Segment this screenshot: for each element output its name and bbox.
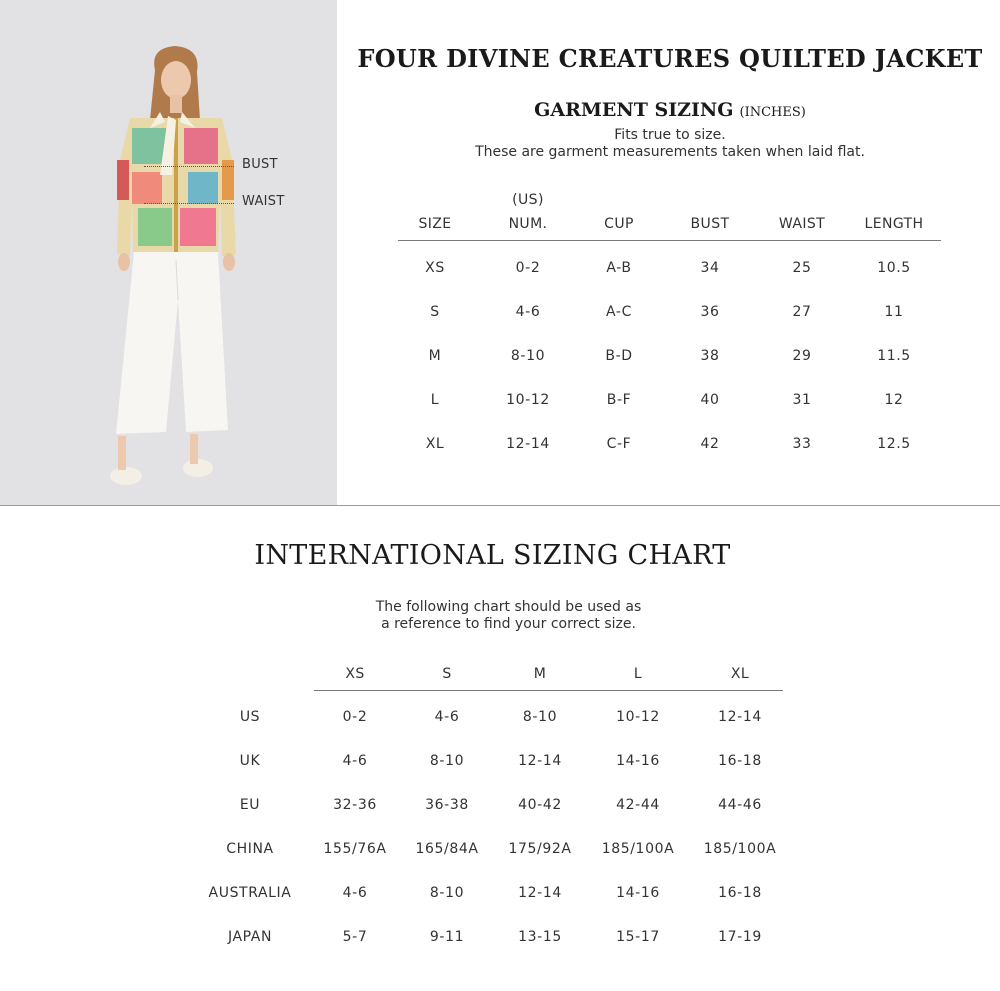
garment-header-rule bbox=[398, 240, 941, 241]
intl-cell: 9-11 bbox=[429, 929, 465, 945]
intl-region-label: EU bbox=[239, 797, 261, 813]
garment-cell: M bbox=[428, 348, 442, 364]
intl-note-line-1: The following chart should be used as bbox=[375, 599, 642, 615]
intl-cell: 8-10 bbox=[429, 753, 465, 769]
intl-cell: 13-15 bbox=[518, 929, 562, 945]
garment-cell: 0-2 bbox=[515, 260, 541, 276]
garment-sizing-title: GARMENT SIZING bbox=[534, 99, 734, 121]
garment-cell: XS bbox=[425, 260, 445, 276]
intl-cell: 12-14 bbox=[518, 753, 562, 769]
intl-cell: 5-7 bbox=[342, 929, 368, 945]
garment-cell: XL bbox=[425, 436, 445, 452]
waist-measure-line bbox=[144, 203, 234, 204]
garment-cell: A-C bbox=[606, 304, 632, 320]
header-waist: WAIST bbox=[778, 216, 826, 232]
garment-cell: B-F bbox=[606, 392, 632, 408]
garment-cell: 29 bbox=[792, 348, 812, 364]
intl-header-s: S bbox=[442, 666, 452, 682]
product-title: FOUR DIVINE CREATURES QUILTED JACKET bbox=[357, 44, 983, 73]
garment-cell: 33 bbox=[792, 436, 812, 452]
garment-cell: C-F bbox=[606, 436, 632, 452]
intl-header-rule bbox=[314, 690, 783, 691]
garment-cell: 12.5 bbox=[877, 436, 911, 452]
intl-cell: 14-16 bbox=[616, 885, 660, 901]
intl-region-label: AUSTRALIA bbox=[208, 885, 292, 901]
fit-note: Fits true to size. bbox=[614, 127, 726, 143]
garment-cell: 11 bbox=[884, 304, 904, 320]
garment-cell: B-D bbox=[605, 348, 633, 364]
garment-cell: 42 bbox=[700, 436, 720, 452]
garment-cell: S bbox=[430, 304, 440, 320]
garment-cell: 10-12 bbox=[506, 392, 550, 408]
garment-cell: 36 bbox=[700, 304, 720, 320]
header-bust: BUST bbox=[690, 216, 730, 232]
measurement-note: These are garment measurements taken when laid flat. bbox=[475, 144, 865, 160]
bust-label: BUST bbox=[242, 157, 278, 172]
intl-region-label: JAPAN bbox=[227, 929, 273, 945]
international-sizing-title: INTERNATIONAL SIZING CHART bbox=[254, 540, 731, 571]
garment-sizing-heading bbox=[340, 99, 1000, 121]
garment-cell: 27 bbox=[792, 304, 812, 320]
intl-cell: 8-10 bbox=[429, 885, 465, 901]
intl-cell: 175/92A bbox=[508, 841, 572, 857]
intl-cell: 17-19 bbox=[718, 929, 762, 945]
garment-cell: 40 bbox=[700, 392, 720, 408]
intl-cell: 165/84A bbox=[415, 841, 479, 857]
garment-cell: 11.5 bbox=[877, 348, 911, 364]
header-length: LENGTH bbox=[864, 216, 924, 232]
header-num: NUM. bbox=[508, 216, 548, 232]
bust-measure-line bbox=[144, 166, 234, 167]
intl-region-label: US bbox=[239, 709, 261, 725]
intl-cell: 40-42 bbox=[518, 797, 562, 813]
section-divider bbox=[0, 505, 1000, 506]
garment-cell: 8-10 bbox=[510, 348, 546, 364]
intl-cell: 8-10 bbox=[522, 709, 558, 725]
garment-cell: 12 bbox=[884, 392, 904, 408]
garment-cell: 25 bbox=[792, 260, 812, 276]
intl-cell: 155/76A bbox=[323, 841, 387, 857]
header-size: SIZE bbox=[418, 216, 452, 232]
intl-cell: 12-14 bbox=[718, 709, 762, 725]
intl-header-m: M bbox=[533, 666, 547, 682]
intl-cell: 4-6 bbox=[434, 709, 460, 725]
intl-region-label: CHINA bbox=[226, 841, 274, 857]
intl-cell: 10-12 bbox=[616, 709, 660, 725]
garment-cell: 4-6 bbox=[515, 304, 541, 320]
intl-cell: 185/100A bbox=[601, 841, 675, 857]
header-cup: CUP bbox=[604, 216, 634, 232]
intl-cell: 12-14 bbox=[518, 885, 562, 901]
intl-header-xl: XL bbox=[730, 666, 750, 682]
garment-cell: 38 bbox=[700, 348, 720, 364]
intl-cell: 44-46 bbox=[718, 797, 762, 813]
intl-cell: 4-6 bbox=[342, 753, 368, 769]
header-us-label: (US) bbox=[512, 192, 544, 208]
intl-cell: 16-18 bbox=[718, 885, 762, 901]
intl-header-l: L bbox=[633, 666, 643, 682]
units-label: (INCHES) bbox=[739, 105, 806, 120]
intl-cell: 36-38 bbox=[425, 797, 469, 813]
garment-cell: L bbox=[430, 392, 440, 408]
intl-header-xs: XS bbox=[345, 666, 365, 682]
intl-cell: 32-36 bbox=[333, 797, 377, 813]
model-illustration bbox=[0, 0, 337, 505]
intl-cell: 185/100A bbox=[703, 841, 777, 857]
waist-label: WAIST bbox=[242, 194, 285, 209]
intl-region-label: UK bbox=[239, 753, 261, 769]
intl-cell: 4-6 bbox=[342, 885, 368, 901]
garment-cell: 34 bbox=[700, 260, 720, 276]
garment-cell: 12-14 bbox=[506, 436, 550, 452]
intl-cell: 0-2 bbox=[342, 709, 368, 725]
garment-cell: A-B bbox=[606, 260, 632, 276]
model-photo bbox=[0, 0, 337, 505]
intl-cell: 16-18 bbox=[718, 753, 762, 769]
intl-cell: 14-16 bbox=[616, 753, 660, 769]
intl-note-line-2: a reference to find your correct size. bbox=[381, 616, 636, 632]
intl-cell: 42-44 bbox=[616, 797, 660, 813]
garment-cell: 10.5 bbox=[877, 260, 911, 276]
intl-cell: 15-17 bbox=[616, 929, 660, 945]
garment-cell: 31 bbox=[792, 392, 812, 408]
